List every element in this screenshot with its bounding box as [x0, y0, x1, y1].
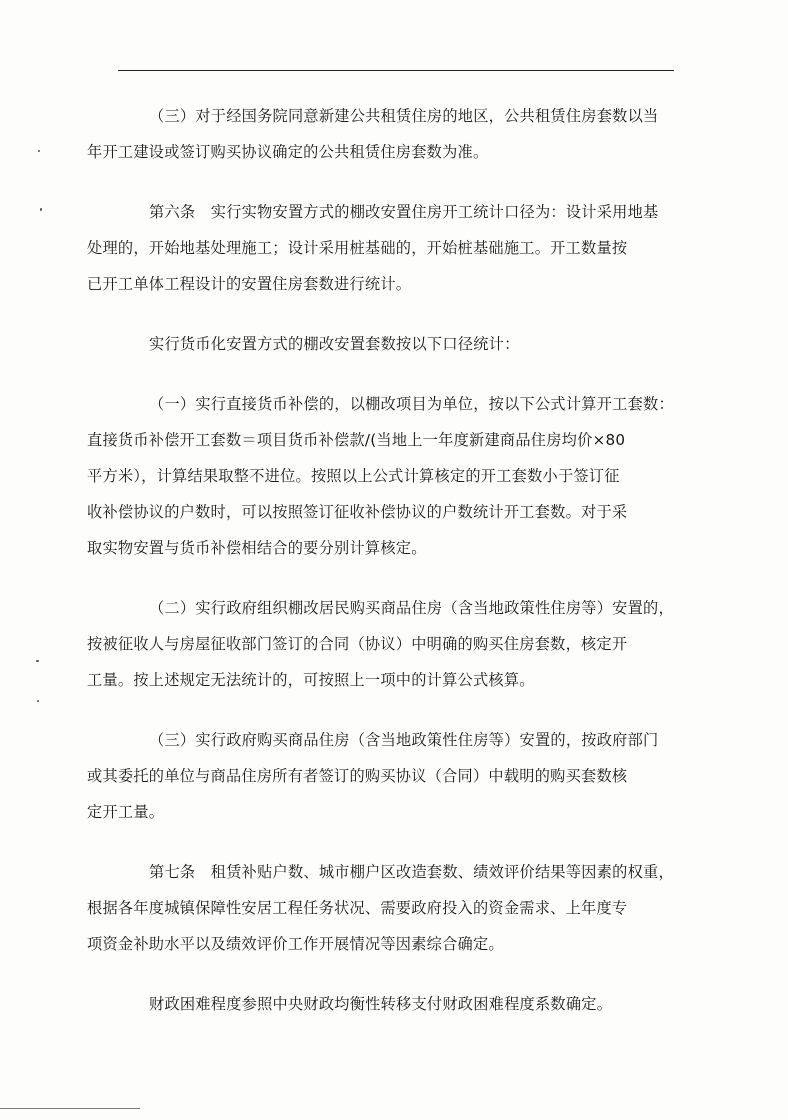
text-line: 工量。按上述规定无法统计的，可按照上一项中的计算公式核算。	[87, 671, 535, 689]
text-line: 已开工单体工程设计的安置住房套数进行统计。	[87, 275, 412, 293]
text-line: 按被征收人与房屋征收部门签订的合同（协议）中明确的购买住房套数，核定开	[87, 635, 628, 653]
paragraph	[87, 386, 678, 566]
paragraph	[118, 986, 678, 1022]
scan-speck	[37, 700, 39, 702]
text-line: （三）实行政府购买商品住房（含当地政策性住房等）安置的，按政府部门	[149, 731, 659, 749]
text-line: 处理的，开始地基处理施工；设计采用桩基础的，开始桩基础施工。开工数量按	[87, 239, 628, 257]
scan-speck	[36, 660, 39, 662]
text-line: 实行货币化安置方式的棚改安置套数按以下口径统计：	[149, 335, 520, 353]
text-line: （二）实行政府组织棚改居民购买商品住房（含当地政策性住房等）安置的，	[149, 599, 674, 617]
scan-speck	[40, 208, 42, 211]
paragraph	[87, 590, 678, 698]
text-line: 取实物安置与货币补偿相结合的要分别计算核定。	[87, 539, 427, 557]
paragraph	[87, 722, 678, 830]
paragraph	[118, 326, 678, 362]
paragraph	[87, 98, 678, 170]
text-line: 第六条 实行实物安置方式的棚改安置住房开工统计口径为：设计采用地基	[149, 203, 659, 221]
header-rule	[118, 70, 674, 71]
text-line: （三）对于经国务院同意新建公共租赁住房的地区，公共租赁住房套数以当	[149, 107, 659, 125]
text-line: 项资金补助水平以及绩效评价工作开展情况等因素综合确定。	[87, 935, 504, 953]
text-line: （一）实行直接货币补偿的，以棚改项目为单位，按以下公式计算开工套数：	[149, 395, 674, 413]
paragraph	[87, 194, 678, 302]
footer-scan-edge	[0, 1108, 140, 1109]
text-line: 定开工量。	[87, 803, 165, 821]
text-line: 直接货币补偿开工套数＝项目货币补偿款/(当地上一年度新建商品住房均价×80	[87, 431, 626, 449]
text-line: 或其委托的单位与商品住房所有者签订的购买协议（合同）中载明的购买套数核	[87, 767, 628, 785]
scan-speck	[38, 150, 40, 152]
text-line: 财政困难程度参照中央财政均衡性转移支付财政困难程度系数确定。	[149, 995, 613, 1013]
text-line: 年开工建设或签订购买协议确定的公共租赁住房套数为准。	[87, 143, 489, 161]
text-line: 根据各年度城镇保障性安居工程任务状况、需要政府投入的资金需求、上年度专	[87, 899, 628, 917]
paragraph	[87, 854, 678, 962]
text-line: 收补偿协议的户数时，可以按照签订征收补偿协议的户数统计开工套数。对于采	[87, 503, 628, 521]
text-line: 第七条 租赁补贴户数、城市棚户区改造套数、绩效评价结果等因素的权重，	[149, 863, 674, 881]
document-body	[87, 98, 678, 1046]
text-line: 平方米），计算结果取整不进位。按照以上公式计算核定的开工套数小于签订征	[87, 467, 620, 485]
